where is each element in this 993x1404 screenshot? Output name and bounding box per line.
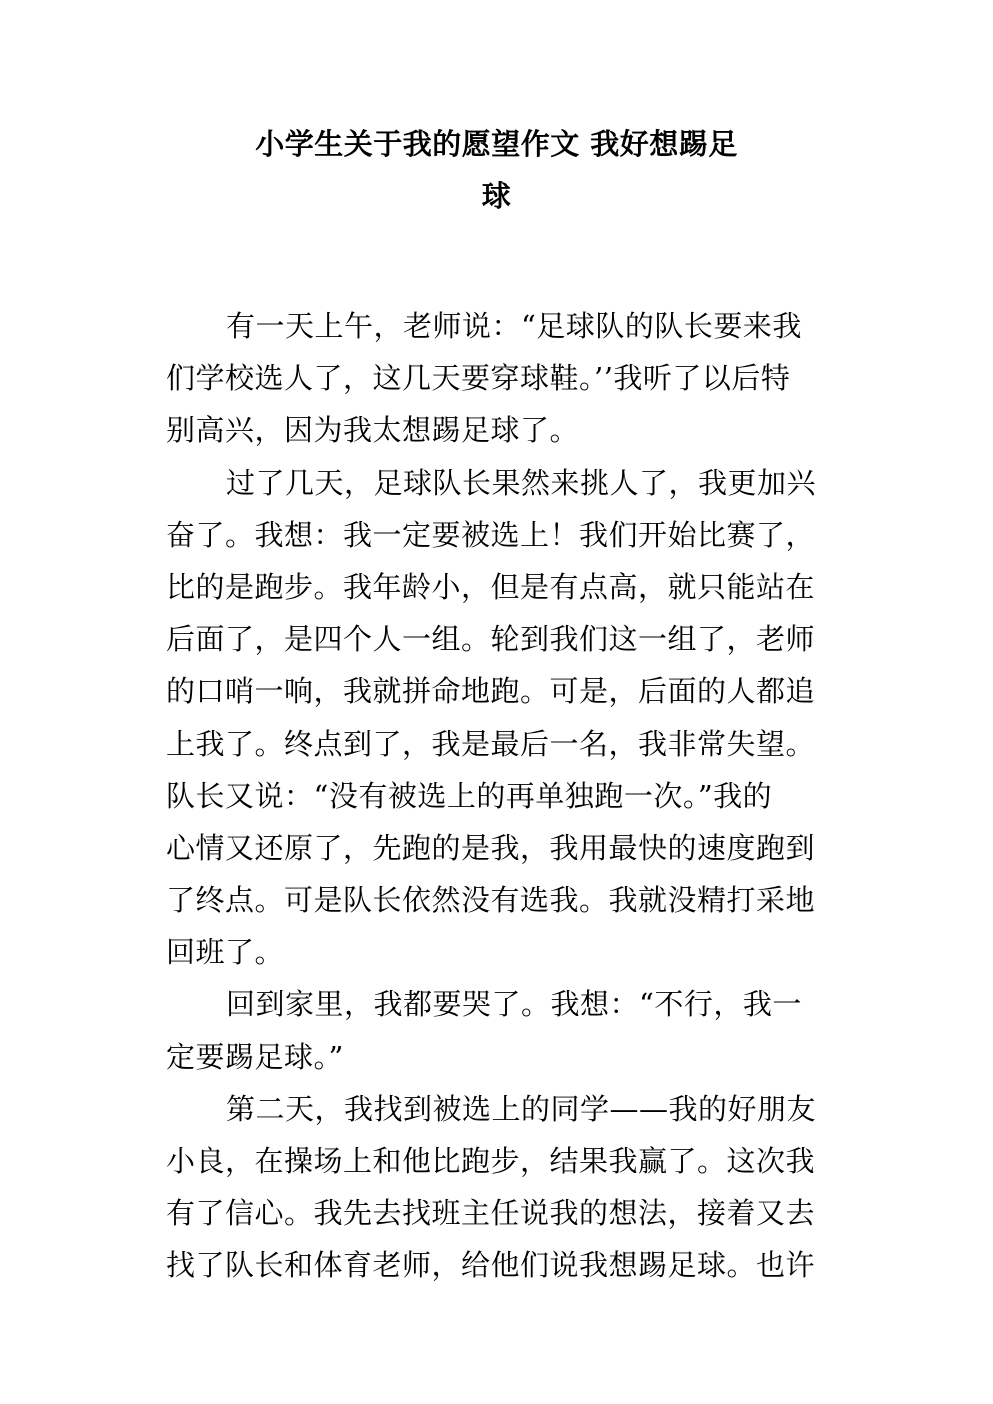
text-line: 后面了，是四个人一组。轮到我们这一组了，老师 [166,622,816,657]
paragraph-4 [166,1083,836,1292]
paragraph-1 [166,300,836,457]
title-line: 球 [481,179,512,214]
text-line: 有一天上午，老师说：“足球队的队长要来我 [226,309,802,343]
text-line: 们学校选人了，这几天要穿球鞋。’’我听了以后特 [166,361,791,396]
text-line: 心情又还原了，先跑的是我，我用最快的速度跑到 [166,830,816,865]
text-line: 队长又说：“没有被选上的再单独跑一次。”我的 [166,778,773,813]
text-line: 了终点。可是队长依然没有选我。我就没精打采地 [166,883,816,918]
text-line: 的口哨一响，我就拼命地跑。可是，后面的人都追 [166,674,816,709]
text-line: 上我了。终点到了，我是最后一名，我非常失望。 [166,726,816,761]
text-line: 找了队长和体育老师，给他们说我想踢足球。也许 [166,1248,816,1283]
document-body [166,300,836,1292]
text-line: 有了信心。我先去找班主任说我的想法，接着又去 [166,1196,816,1231]
text-line: 回班了。 [166,935,285,970]
text-line: 比的是跑步。我年龄小，但是有点高，就只能站在 [166,569,816,604]
text-line: 别高兴，因为我太想踢足球了。 [166,413,580,448]
text-line: 奋了。我想：我一定要被选上！我们开始比赛了， [166,517,816,552]
text-line: 小良，在操场上和他比跑步，结果我赢了。这次我 [166,1144,816,1178]
text-line: 回到家里，我都要哭了。我想：“不行，我一 [226,987,802,1022]
paragraph-3 [166,978,836,1082]
text-line: 定要踢足球。” [166,1039,344,1074]
title-line: 小学生关于我的愿望作文 我好想踢足 [255,127,738,161]
document-title [140,118,853,222]
paragraph-2 [166,457,836,979]
text-line: 过了几天，足球队长果然来挑人了，我更加兴 [226,465,817,500]
text-line: 第二天，我找到被选上的同学——我的好朋友 [226,1091,817,1126]
